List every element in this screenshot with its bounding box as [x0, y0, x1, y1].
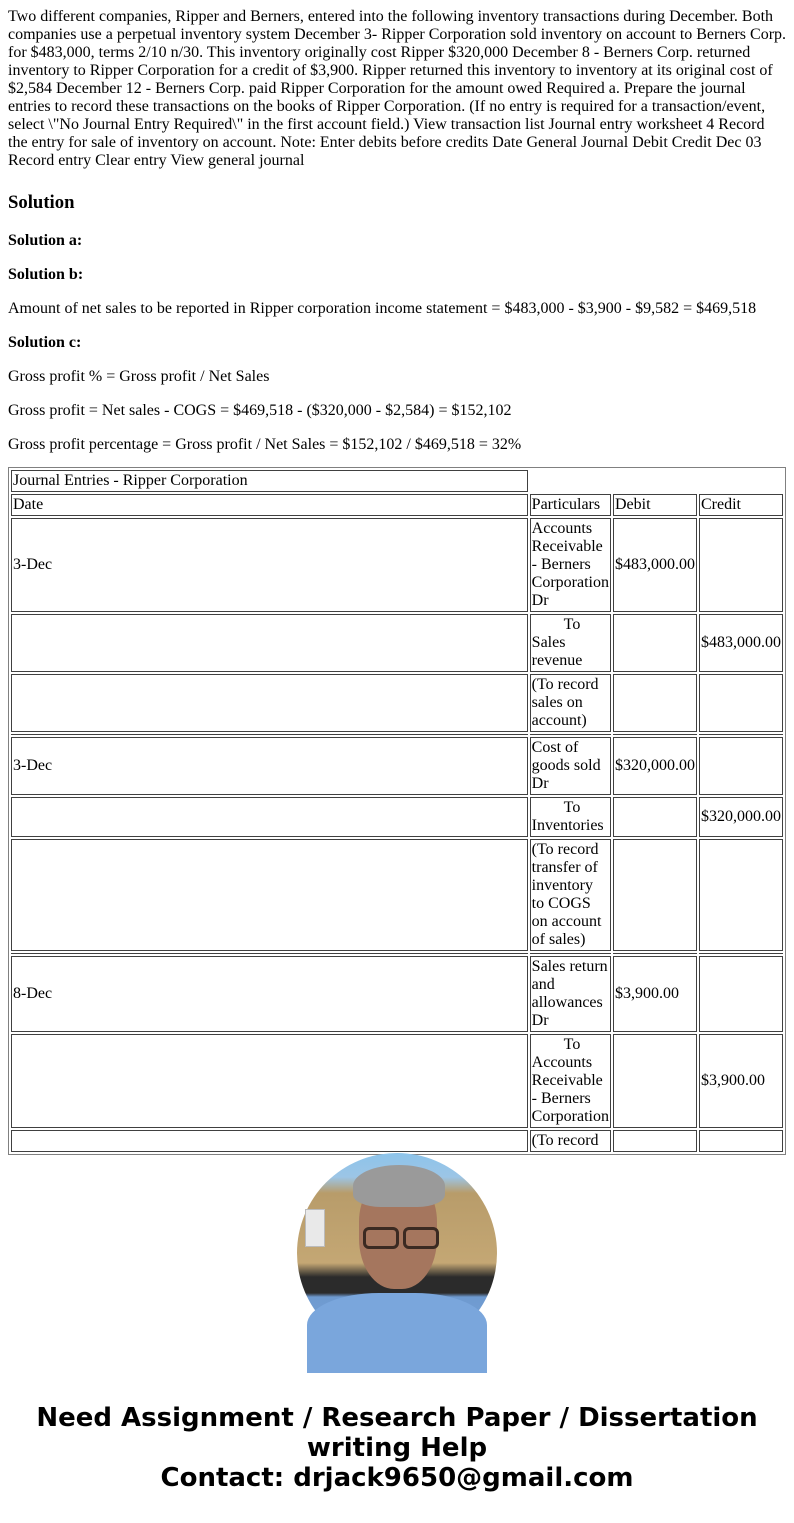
table-row	[11, 839, 783, 951]
document-body	[8, 8, 786, 470]
cell-date	[11, 797, 528, 837]
promo-line-1: Need Assignment / Research Paper / Dissertation	[36, 1403, 758, 1433]
cell-credit	[699, 674, 783, 732]
table-caption-row	[11, 470, 783, 492]
cell-particulars: Sales return and allowances Dr	[530, 956, 611, 1032]
cell-date	[11, 839, 528, 951]
cell-debit	[613, 839, 697, 951]
table-caption: Journal Entries - Ripper Corporation	[11, 470, 528, 492]
glasses-icon	[363, 1227, 399, 1249]
promo-contact: Contact: drjack9650@gmail.com	[160, 1463, 634, 1493]
header-credit: Credit	[699, 494, 783, 516]
cell-debit	[613, 1130, 697, 1152]
solution-c-label: Solution c:	[8, 334, 82, 351]
cell-debit	[613, 1034, 697, 1128]
journal-table-container	[8, 467, 786, 1149]
table-row	[11, 674, 783, 732]
table-row	[11, 614, 783, 672]
cell-debit	[613, 614, 697, 672]
cell-debit	[613, 674, 697, 732]
solution-c-line: Gross profit % = Gross profit / Net Sales	[8, 368, 270, 385]
table-row	[11, 956, 783, 1032]
cell-credit	[699, 1130, 783, 1152]
cell-credit	[699, 956, 783, 1032]
header-date: Date	[11, 494, 528, 516]
cell-particulars: (To record transfer of inventory to COGS on account of sales)	[530, 839, 611, 951]
cell-date	[11, 1130, 528, 1152]
avatar-shirt	[307, 1293, 487, 1373]
cell-credit: $483,000.00	[699, 614, 783, 672]
table-row	[11, 1130, 783, 1152]
cell-particulars: To Accounts Receivable - Berners Corporation	[530, 1034, 611, 1128]
cell-date	[11, 614, 528, 672]
cell-credit	[699, 518, 783, 612]
solution-c-line: Gross profit percentage = Gross profit / Net Sales = $152,102 / $469,518 = 32%	[8, 436, 522, 453]
cell-particulars: (To record sales on account)	[530, 674, 611, 732]
cell-particulars: To Inventories	[530, 797, 611, 837]
cell-debit: $320,000.00	[613, 737, 697, 795]
cell-debit: $3,900.00	[613, 956, 697, 1032]
entry-separator	[11, 953, 783, 954]
glasses-icon	[403, 1227, 439, 1249]
solution-heading: Solution	[8, 192, 75, 213]
cell-particulars: (To record	[530, 1130, 611, 1152]
promo-line-2: writing Help	[306, 1433, 488, 1463]
cell-credit	[699, 839, 783, 951]
table-header-row	[11, 494, 783, 516]
table-row	[11, 1034, 783, 1128]
header-particulars: Particulars	[530, 494, 611, 516]
entry-separator	[11, 734, 783, 735]
cell-debit	[613, 797, 697, 837]
cell-credit: $3,900.00	[699, 1034, 783, 1128]
cell-credit: $320,000.00	[699, 797, 783, 837]
solution-a-label: Solution a:	[8, 232, 83, 249]
author-avatar	[297, 1153, 497, 1353]
table-row	[11, 518, 783, 612]
promo-banner	[0, 1403, 794, 1493]
cell-date: 8-Dec	[11, 956, 528, 1032]
cell-credit	[699, 737, 783, 795]
cell-particulars: Cost of goods sold Dr	[530, 737, 611, 795]
cell-particulars: To Sales revenue	[530, 614, 611, 672]
cell-date: 3-Dec	[11, 737, 528, 795]
table-row	[11, 737, 783, 795]
solution-b-label: Solution b:	[8, 266, 84, 283]
cell-date	[11, 1034, 528, 1128]
cell-particulars: Accounts Receivable - Berners Corporation Dr	[530, 518, 611, 612]
header-debit: Debit	[613, 494, 697, 516]
table-row	[11, 797, 783, 837]
cell-date	[11, 674, 528, 732]
cell-date: 3-Dec	[11, 518, 528, 612]
avatar-hair	[353, 1165, 445, 1207]
journal-table	[8, 467, 786, 1155]
solution-c-line: Gross profit = Net sales - COGS = $469,518 - ($320,000 - $2,584) = $152,102	[8, 402, 512, 419]
wall-switch-graphic	[305, 1209, 325, 1247]
solution-b-text: Amount of net sales to be reported in Ripper corporation income statement = $483,000 - $3,900 - $9,582 = $469,518	[8, 300, 757, 317]
cell-debit: $483,000.00	[613, 518, 697, 612]
question-text: Two different companies, Ripper and Berners, entered into the following inventory transactions during December. Both companies use a perpetual inventory system December 3- Ripper Corporation sold inventory on account to Berners Corp. for $483,000, terms 2/10 n/30. This inventory originally cost Ripper $320,000 December 8 - Berners Corp. returned inventory to Ripper Corporation for a credit of $3,900. Ripper returned this inventory to inventory at its original cost of $2,584 December 12 - Berners Corp. paid Ripper Corporation for the amount owed Required a. Prepare the journal entries to record these transactions on the books of Ripper Corporation. (If no entry is required for a transaction/event, select \"No Journal Entry Required\" in the first account field.) View transaction list Journal entry worksheet 4 Record the entry for sale of inventory on account. Note: Enter debits before credits Date General Journal Debit Credit Dec 03 Record entry Clear entry View general journal	[8, 8, 787, 169]
